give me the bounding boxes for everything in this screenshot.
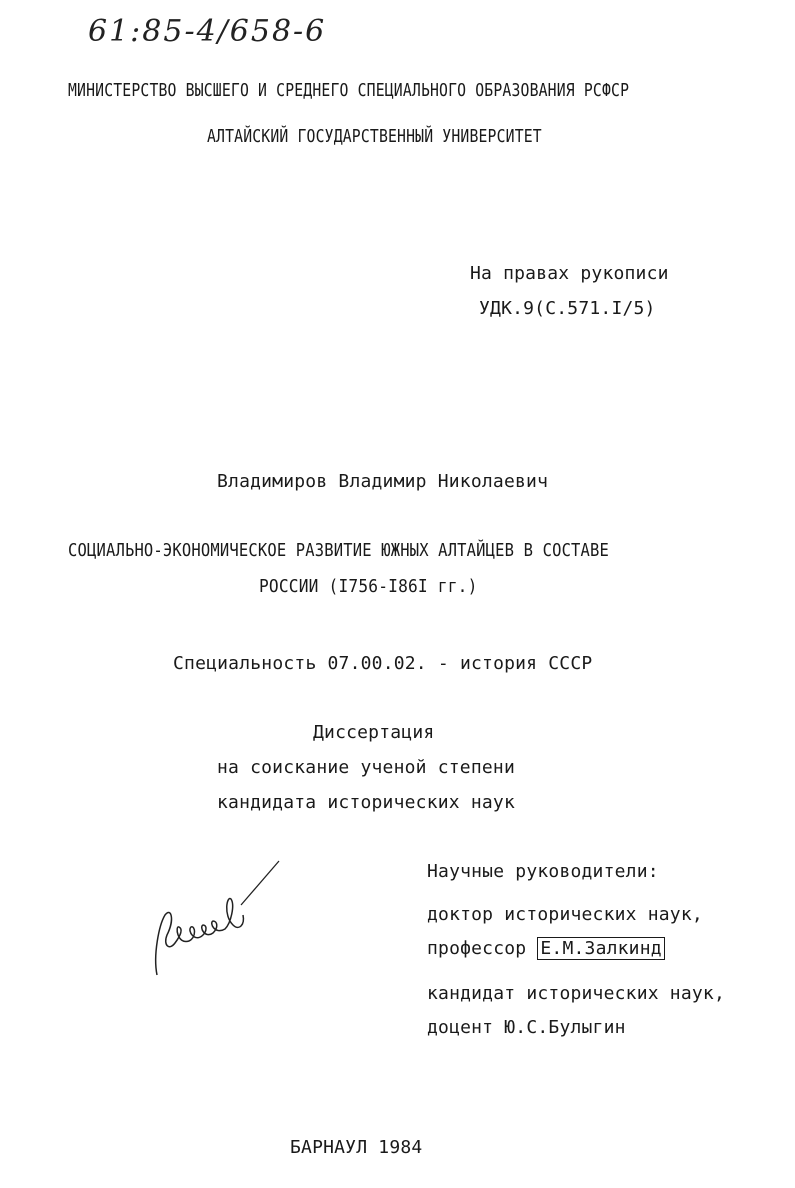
- degree-line: на соискание ученой степени: [217, 757, 515, 778]
- udk-code: УДК.9(С.571.I/5): [479, 298, 656, 319]
- ministry-header: [68, 80, 752, 101]
- footer-city-year: БАРНАУЛ 1984: [290, 1137, 423, 1158]
- author-name: Владимиров Владимир Николаевич: [217, 471, 549, 492]
- archive-number-handwritten: 61:85-4/658-6: [88, 14, 327, 49]
- author-signature: [145, 855, 285, 995]
- university-header: [207, 126, 615, 147]
- university-header-text: АЛТАЙСКИЙ ГОСУДАРСТВЕННЫЙ УНИВЕРСИТЕТ: [207, 126, 542, 147]
- rights-label: На правах рукописи: [470, 263, 669, 284]
- ministry-header-text: МИНИСТЕРСТВО ВЫСШЕГО И СРЕДНЕГО СПЕЦИАЛЬНОГО ОБРАЗОВАНИЯ РСФСР: [68, 80, 630, 101]
- title-line2-text: РОССИИ (I756-I86I гг.): [259, 576, 478, 597]
- title-line1-text: СОЦИАЛЬНО-ЭКОНОМИЧЕСКОЕ РАЗВИТИЕ ЮЖНЫХ АЛТАЙЦЕВ В СОСТАВЕ: [68, 540, 610, 561]
- degree-field: кандидата исторических наук: [217, 792, 515, 813]
- dissertation-title-line2: [259, 576, 502, 597]
- supervisor1-name: Е.М.Залкинд: [537, 937, 664, 960]
- supervisors-heading: Научные руководители:: [427, 861, 659, 882]
- supervisor2-line: доцент Ю.С.Булыгин: [427, 1017, 626, 1038]
- supervisor2-degree: кандидат исторических наук,: [427, 983, 725, 1004]
- specialty: Специальность 07.00.02. - история СССР: [173, 653, 593, 674]
- dissertation-title-line1: [68, 540, 697, 561]
- dissertation-label: Диссертация: [313, 722, 435, 743]
- supervisor1-title: профессор: [427, 938, 527, 959]
- supervisor1-degree: доктор исторических наук,: [427, 904, 703, 925]
- supervisor1-line: [427, 938, 665, 959]
